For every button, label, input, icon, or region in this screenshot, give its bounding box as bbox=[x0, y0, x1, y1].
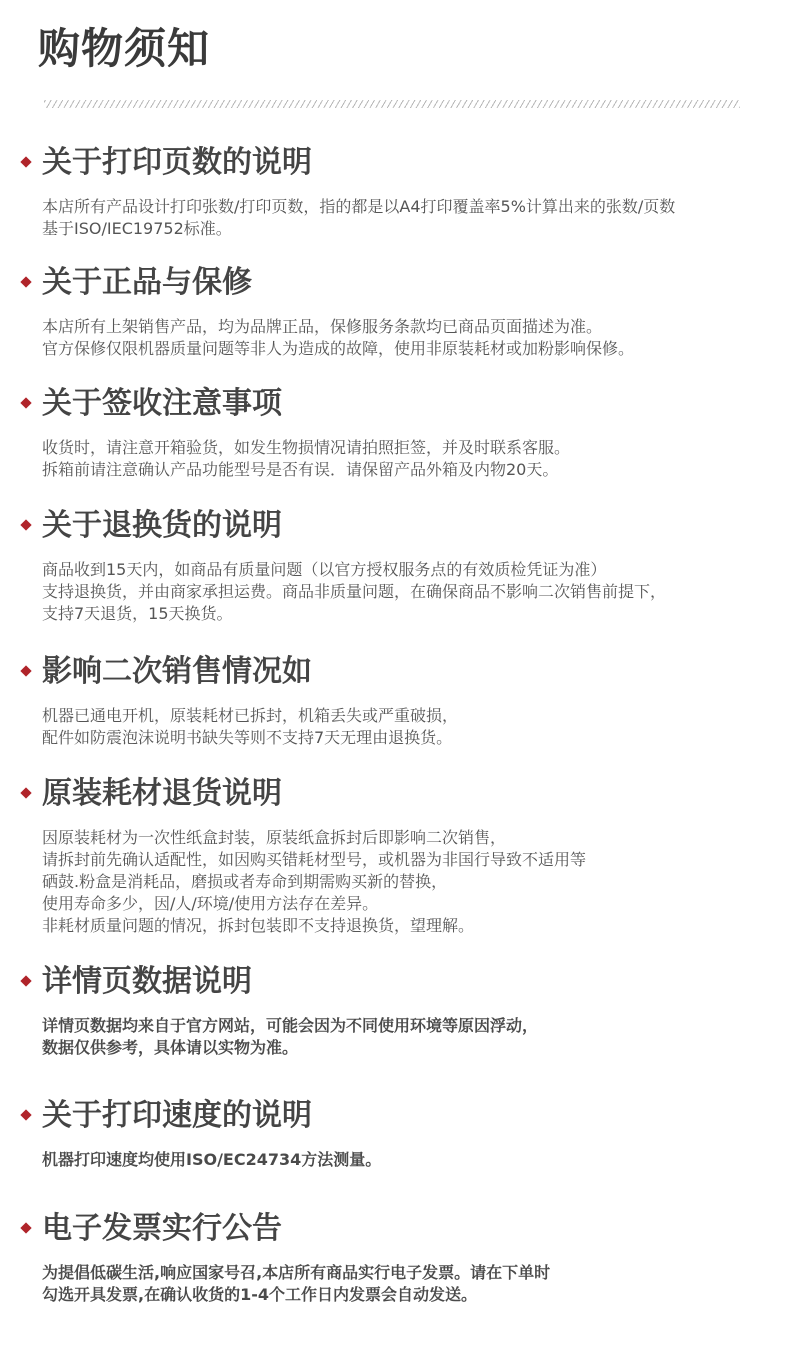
bullet-icon bbox=[20, 975, 31, 986]
section-print-speed bbox=[0, 1096, 790, 1169]
body-line: 商品收到15天内，如商品有质量问题（以官方授权服务点的有效质检凭证为准） bbox=[42, 560, 607, 579]
body-line: 官方保修仅限机器质量问题等非人为造成的故障，使用非原装耗材或加粉影响保修。 bbox=[42, 339, 635, 358]
section-returns bbox=[0, 506, 790, 623]
section-heading: 原装耗材退货说明 bbox=[42, 776, 282, 811]
body-line: 支持退换货，并由商家承担运费。商品非质量问题，在确保商品不影响二次销售前提下， bbox=[42, 582, 667, 601]
body-line: 使用寿命多少，因/人/环境/使用方法存在差异。 bbox=[42, 894, 379, 913]
section-body bbox=[42, 705, 762, 749]
body-line: 硒鼓.粉盒是消耗品，磨损或者寿命到期需购买新的替换， bbox=[42, 872, 448, 891]
body-line: 为提倡低碳生活,响应国家号召,本店所有商品实行电子发票。请在下单时 bbox=[42, 1263, 551, 1282]
body-line: 配件如防震泡沫说明书缺失等则不支持7天无理由退换货。 bbox=[42, 728, 453, 747]
body-line: 支持7天退货，15天换货。 bbox=[42, 604, 233, 623]
page-title: 购物须知 bbox=[38, 24, 211, 73]
section-body bbox=[42, 437, 762, 481]
section-heading: 关于退换货的说明 bbox=[42, 508, 282, 543]
body-line: 因原装耗材为一次性纸盒封装，原装纸盒拆封后即影响二次销售， bbox=[42, 828, 507, 847]
section-body bbox=[42, 1149, 762, 1171]
section-heading: 关于打印页数的说明 bbox=[42, 145, 312, 180]
section-heading: 影响二次销售情况如 bbox=[42, 654, 312, 689]
body-line: 拆箱前请注意确认产品功能型号是否有误．请保留产品外箱及内物20天。 bbox=[42, 460, 559, 479]
body-line: 收货时，请注意开箱验货，如发生物损情况请拍照拒签，并及时联系客服。 bbox=[42, 438, 571, 457]
section-body bbox=[42, 827, 762, 937]
section-body bbox=[42, 196, 762, 240]
section-consumables-returns bbox=[0, 774, 790, 935]
section-print-pages bbox=[0, 143, 790, 238]
body-line: 详情页数据均来自于官方网站，可能会因为不同使用环境等原因浮动， bbox=[42, 1016, 539, 1035]
bullet-icon bbox=[20, 276, 31, 287]
bullet-icon bbox=[20, 787, 31, 798]
section-heading: 关于打印速度的说明 bbox=[42, 1098, 312, 1133]
bullet-icon bbox=[20, 156, 31, 167]
section-resale-conditions bbox=[0, 652, 790, 747]
body-line: 请拆封前先确认适配性，如因购买错耗材型号，或机器为非国行导致不适用等 bbox=[42, 850, 587, 869]
body-line: 机器打印速度均使用ISO/EC24734方法测量。 bbox=[42, 1150, 382, 1169]
body-line: 本店所有产品设计打印张数/打印页数，指的都是以A4打印覆盖率5%计算出来的张数/页数 bbox=[42, 197, 676, 216]
bullet-icon bbox=[20, 1222, 31, 1233]
body-line: 基于ISO/IEC19752标准。 bbox=[42, 219, 232, 238]
section-body bbox=[42, 1262, 762, 1306]
body-line: 数据仅供参考，具体请以实物为准。 bbox=[42, 1038, 299, 1057]
bullet-icon bbox=[20, 519, 31, 530]
section-body bbox=[42, 316, 762, 360]
divider bbox=[44, 100, 740, 108]
bullet-icon bbox=[20, 397, 31, 408]
section-body bbox=[42, 1015, 762, 1059]
body-line: 非耗材质量问题的情况，拆封包装即不支持退换货，望理解。 bbox=[42, 916, 475, 935]
body-line: 机器已通电开机，原装耗材已拆封，机箱丢失或严重破损， bbox=[42, 706, 459, 725]
bullet-icon bbox=[20, 665, 31, 676]
section-e-invoice bbox=[0, 1209, 790, 1304]
section-authenticity-warranty bbox=[0, 263, 790, 358]
section-body bbox=[42, 559, 762, 625]
section-heading: 电子发票实行公告 bbox=[42, 1211, 282, 1246]
section-heading: 详情页数据说明 bbox=[42, 964, 252, 999]
section-heading: 关于签收注意事项 bbox=[42, 386, 282, 421]
section-heading: 关于正品与保修 bbox=[42, 265, 252, 300]
body-line: 勾选开具发票,在确认收货的1-4个工作日内发票会自动发送。 bbox=[42, 1285, 477, 1304]
body-line: 本店所有上架销售产品，均为品牌正品，保修服务条款均已商品页面描述为准。 bbox=[42, 317, 603, 336]
bullet-icon bbox=[20, 1109, 31, 1120]
section-delivery-notes bbox=[0, 384, 790, 479]
section-detail-data bbox=[0, 962, 790, 1057]
